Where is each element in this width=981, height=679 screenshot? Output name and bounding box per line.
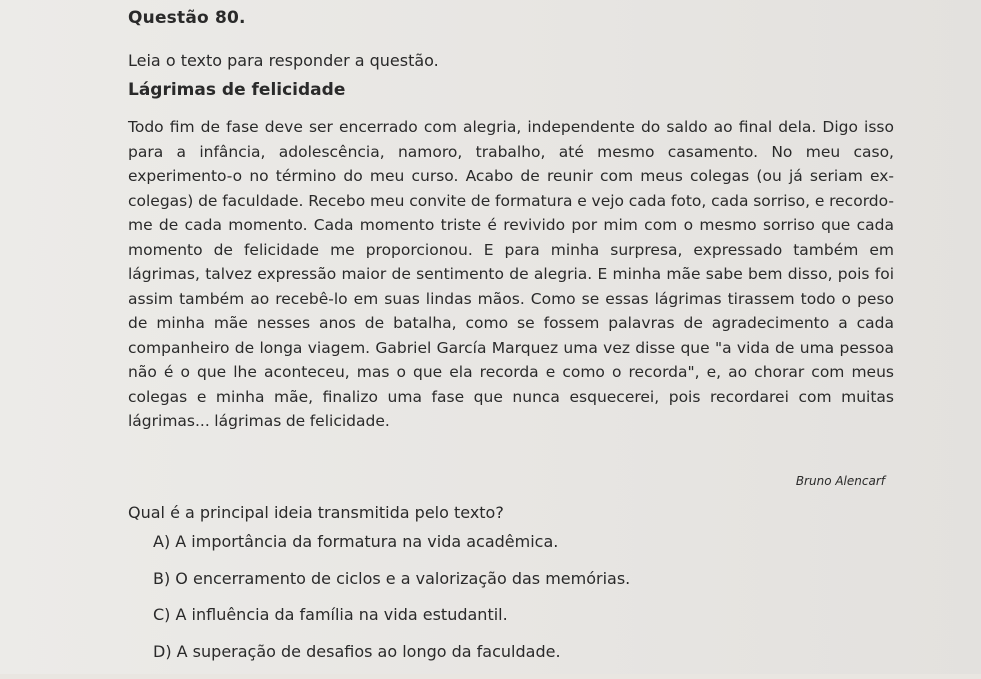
option-b[interactable]: B) O encerramento de ciclos e a valorização das memórias. xyxy=(153,568,631,588)
option-d[interactable]: D) A superação de desafios ao longo da faculdade. xyxy=(153,641,561,661)
option-a[interactable]: A) A importância da formatura na vida acadêmica. xyxy=(153,532,559,551)
passage-paragraph: Todo fim de fase deve ser encerrado com alegria, independente do saldo ao final dela. Digo isso para a infância, adolescência, namoro, trabalho, até mesmo casamento. No meu caso, experimento-o no término do meu curso. Acabo de reunir com meus colegas (ou já seriam ex-colegas) de faculdade. Recebo meu convite de formatura e vejo cada foto, cada sorriso, e recordo-me de cada momento. Cada momento triste é revivido por mim com o mesmo sorriso que cada momento de felicidade me proporcionou. E para minha surpresa, expressado também em lágrimas, talvez expressão maior de sentimento de alegria. E minha mãe sabe bem disso, pois foi assim também ao recebê-lo em suas lindas mãos. Como se essas lágrimas tirassem todo o peso de minha mãe nesses anos de batalha, como se fossem palavras de agradecimento a cada companheiro de longa viagem. Gabriel García Marquez uma vez disse que "a vida de uma pessoa não é o que lhe aconteceu, mas o que ela recorda e como o recorda", e, ao chorar com meus colegas e minha mãe, finalizo uma fase que nunca esquecerei, pois recordarei com muitas lágrimas... lágrimas de felicidade. xyxy=(128,118,894,430)
author-signature: Bruno Alencarf xyxy=(795,474,885,488)
text-title: Lágrimas de felicidade xyxy=(128,80,346,100)
answer-options xyxy=(153,533,630,679)
option-c[interactable]: C) A influência da família na vida estudantil. xyxy=(153,605,508,624)
instruction-text: Leia o texto para responder a questão. xyxy=(128,51,439,70)
question-header: Questão 80. xyxy=(128,8,246,28)
question-prompt: Qual é a principal ideia transmitida pelo texto? xyxy=(128,503,504,522)
passage xyxy=(128,115,894,434)
